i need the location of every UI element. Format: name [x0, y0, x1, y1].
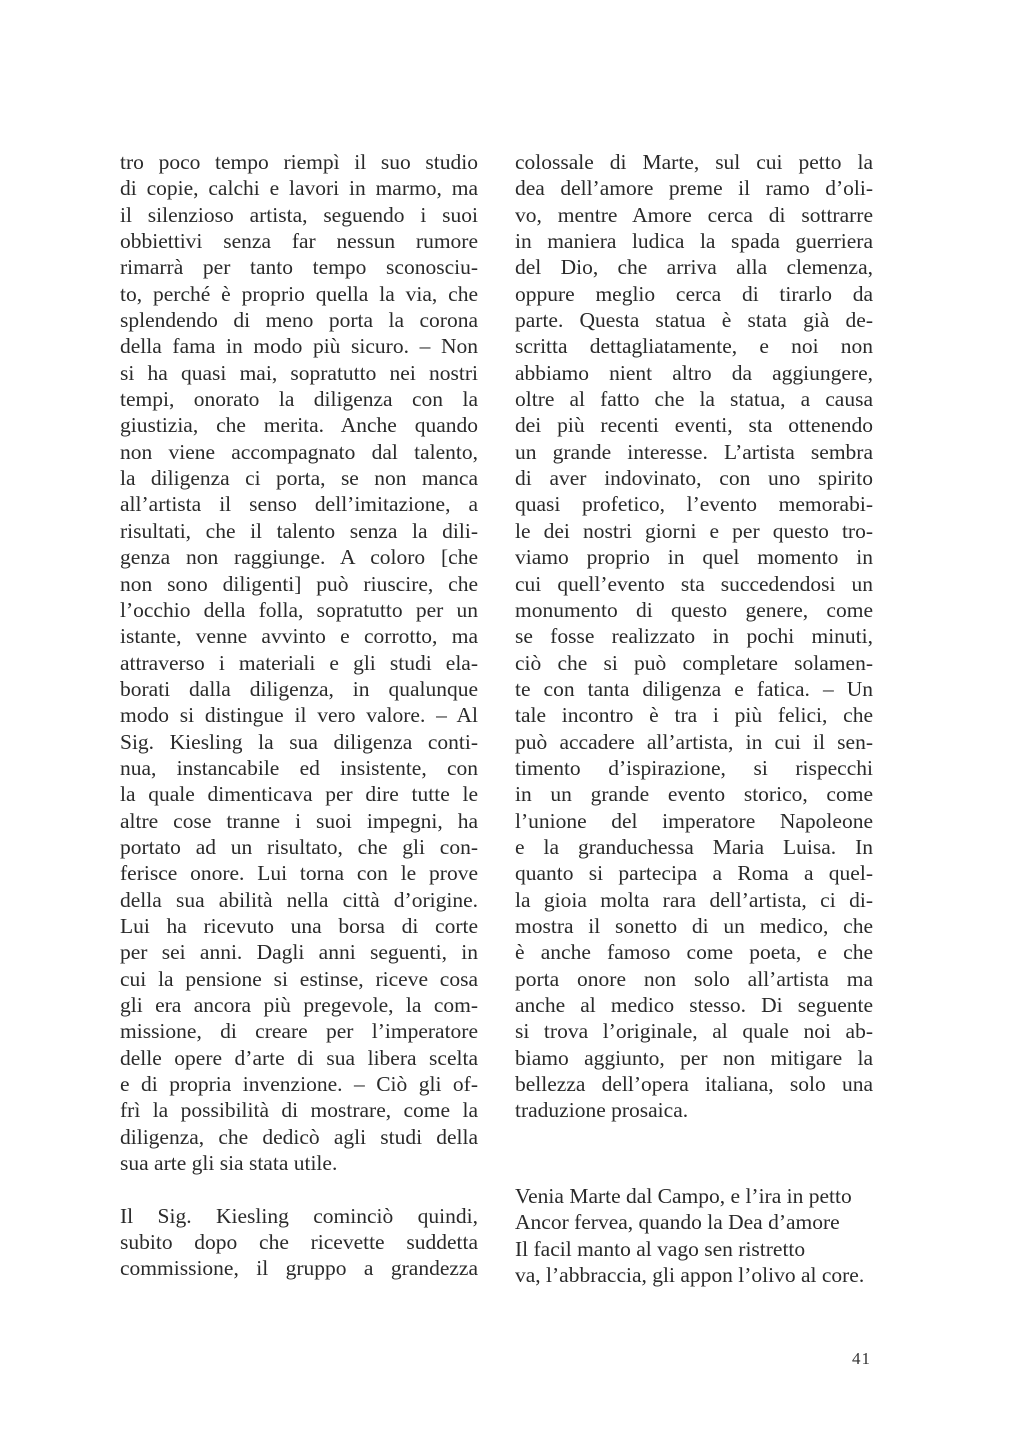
text-line: risultati, che il talento senza la dili- [120, 518, 478, 543]
page-number: 41 [852, 1349, 871, 1368]
sonnet-quatrain [515, 1183, 885, 1288]
text-line: sua arte gli sia stata utile. [120, 1151, 338, 1176]
text-line: le dei nostri giorni e per questo tro- [515, 518, 873, 543]
text-line: della sua abilità nella città d’origine. [120, 887, 478, 912]
text-line: l’unione del imperatore Napoleone [515, 808, 873, 833]
text-line: missione, di creare per l’imperatore [120, 1019, 478, 1044]
text-line: Il Sig. Kiesling cominciò quindi, [120, 1203, 478, 1228]
text-line: può accadere all’artista, in cui il sen- [515, 729, 873, 754]
text-line: genza non raggiunge. A coloro [che [120, 545, 478, 570]
left-paragraph-1 [120, 149, 478, 1176]
text-line: rimarrà per tanto tempo sconosciu- [120, 255, 478, 280]
text-line: di aver indovinato, con uno spirito [515, 466, 873, 491]
text-line: bellezza dell’opera italiana, solo una [515, 1072, 873, 1097]
text-line: mostra il sonetto di un medico, che [515, 913, 873, 938]
text-line: colossale di Marte, sul cui petto la [515, 150, 873, 174]
text-line: tale incontro è tra i più felici, che [515, 703, 873, 728]
verse-line: Il facil manto al vago sen ristretto [515, 1236, 806, 1261]
text-line: frì la possibilità di mostrare, come la [120, 1098, 478, 1123]
text-line: della fama in modo più sicuro. – Non [120, 334, 478, 359]
text-line: si trova l’originale, al quale noi ab- [515, 1019, 873, 1044]
text-line: l’occhio della folla, sopratutto per un [120, 597, 478, 622]
text-line: e di propria invenzione. – Ciò gli of- [120, 1072, 478, 1097]
text-line: oppure meglio cerca di tirarlo da [515, 281, 873, 306]
text-line: vo, mentre Amore cerca di sottrarre [515, 202, 873, 227]
text-line: tempi, onorato la diligenza con la [120, 387, 478, 412]
text-line: il silenzioso artista, seguendo i suoi [120, 202, 478, 227]
text-line: in un grande evento storico, come [515, 782, 873, 807]
text-line: per sei anni. Dagli anni seguenti, in [120, 940, 478, 965]
text-line: all’artista il senso dell’imitazione, a [120, 492, 478, 517]
text-line: oltre al fatto che la statua, a causa [515, 387, 873, 412]
text-line: viamo proprio in quel momento in [515, 545, 873, 570]
text-line: nua, instancabile ed insistente, con [120, 755, 478, 780]
text-line: non sono diligenti] può riuscire, che [120, 571, 478, 596]
text-line: ferisce onore. Lui torna con le prove [120, 861, 478, 886]
text-line: Sig. Kiesling la sua diligenza conti- [120, 729, 478, 754]
text-line: anche al medico stesso. Di seguente [515, 993, 873, 1017]
text-line: diligenza, che dedicò agli studi della [120, 1124, 478, 1149]
text-line: Lui ha ricevuto una borsa di corte [120, 913, 478, 938]
verse-line: Venia Marte dal Campo, e l’ira in petto [515, 1184, 852, 1208]
text-line: la gioia molta rara dell’artista, ci di- [515, 887, 873, 912]
verse-line: va, l’abbraccia, gli appon l’olivo al core. [515, 1263, 865, 1288]
text-line: borati dalla diligenza, in qualunque [120, 676, 478, 701]
text-line: to, perché è proprio quella la via, che [120, 281, 478, 306]
text-line: parte. Questa statua è stata già de- [515, 308, 873, 333]
text-line: e la granduchessa Maria Luisa. In [515, 834, 873, 859]
left-paragraph-2 [120, 1203, 478, 1282]
text-line: delle opere d’arte di sua libera scelta [120, 1045, 478, 1070]
text-line: scritta dettagliatamente, e noi non [515, 334, 873, 359]
text-line: la diligenza ci porta, se non manca [120, 466, 478, 491]
text-line: traduzione prosaica. [515, 1098, 689, 1123]
text-line: di copie, calchi e lavori in marmo, ma [120, 176, 478, 201]
text-line: abbiamo nient altro da aggiungere, [515, 360, 873, 385]
text-line: non viene accompagnato dal talento, [120, 439, 478, 464]
text-line: è anche famoso come poeta, e che [515, 940, 873, 965]
text-line: portato ad un risultato, che gli con- [120, 834, 478, 859]
text-line: giustizia, che merita. Anche quando [120, 413, 478, 438]
text-line: ciò che si può completare solamen- [515, 650, 873, 675]
text-line: monumento di questo genere, come [515, 597, 873, 622]
text-line: si ha quasi mai, sopratutto nei nostri [120, 360, 478, 385]
text-line: gli era ancora più pregevole, la com- [120, 993, 478, 1017]
text-line: timento d’ispirazione, si rispecchi [515, 755, 873, 780]
text-line: attraverso i materiali e gli studi ela- [120, 650, 478, 675]
text-line: te con tanta diligenza e fatica. – Un [515, 676, 873, 701]
text-line: istante, venne avvinto e corrotto, ma [120, 624, 478, 649]
text-line: obbiettivi senza far nessun rumore [120, 229, 478, 254]
text-line: la quale dimenticava per dire tutte le [120, 782, 478, 807]
text-line: un grande interesse. L’artista sembra [515, 439, 873, 464]
text-line: splendendo di meno porta la corona [120, 308, 478, 333]
text-line: quasi profetico, l’evento memorabi- [515, 492, 873, 517]
text-line: subito dopo che ricevette suddetta [120, 1230, 478, 1255]
text-line: dei più recenti eventi, sta ottenendo [515, 413, 873, 438]
text-line: cui quell’evento sta succedendosi un [515, 571, 873, 596]
text-line: tro poco tempo riempì il suo studio [120, 150, 478, 174]
text-line: se fosse realizzato in pochi minuti, [515, 624, 873, 649]
left-column [120, 149, 478, 1282]
right-column [515, 149, 873, 1124]
text-line: del Dio, che arriva alla clemenza, [515, 255, 873, 280]
text-line: commissione, il gruppo a grandezza [120, 1256, 478, 1281]
text-line: porta onore non solo all’artista ma [515, 966, 873, 991]
verse-line: Ancor fervea, quando la Dea d’amore [515, 1210, 840, 1235]
text-line: modo si distingue il vero valore. – Al [120, 703, 478, 728]
text-line: biamo aggiunto, per non mitigare la [515, 1045, 873, 1070]
text-line: quanto si partecipa a Roma a quel- [515, 861, 873, 886]
text-line: altre cose tranne i suoi impegni, ha [120, 808, 478, 833]
right-paragraph-1 [515, 149, 873, 1124]
text-line: cui la pensione si estinse, riceve cosa [120, 966, 478, 991]
text-line: dea dell’amore preme il ramo d’oli- [515, 176, 873, 201]
text-line: in maniera ludica la spada guerriera [515, 229, 873, 254]
paragraph-gap [120, 1176, 478, 1202]
